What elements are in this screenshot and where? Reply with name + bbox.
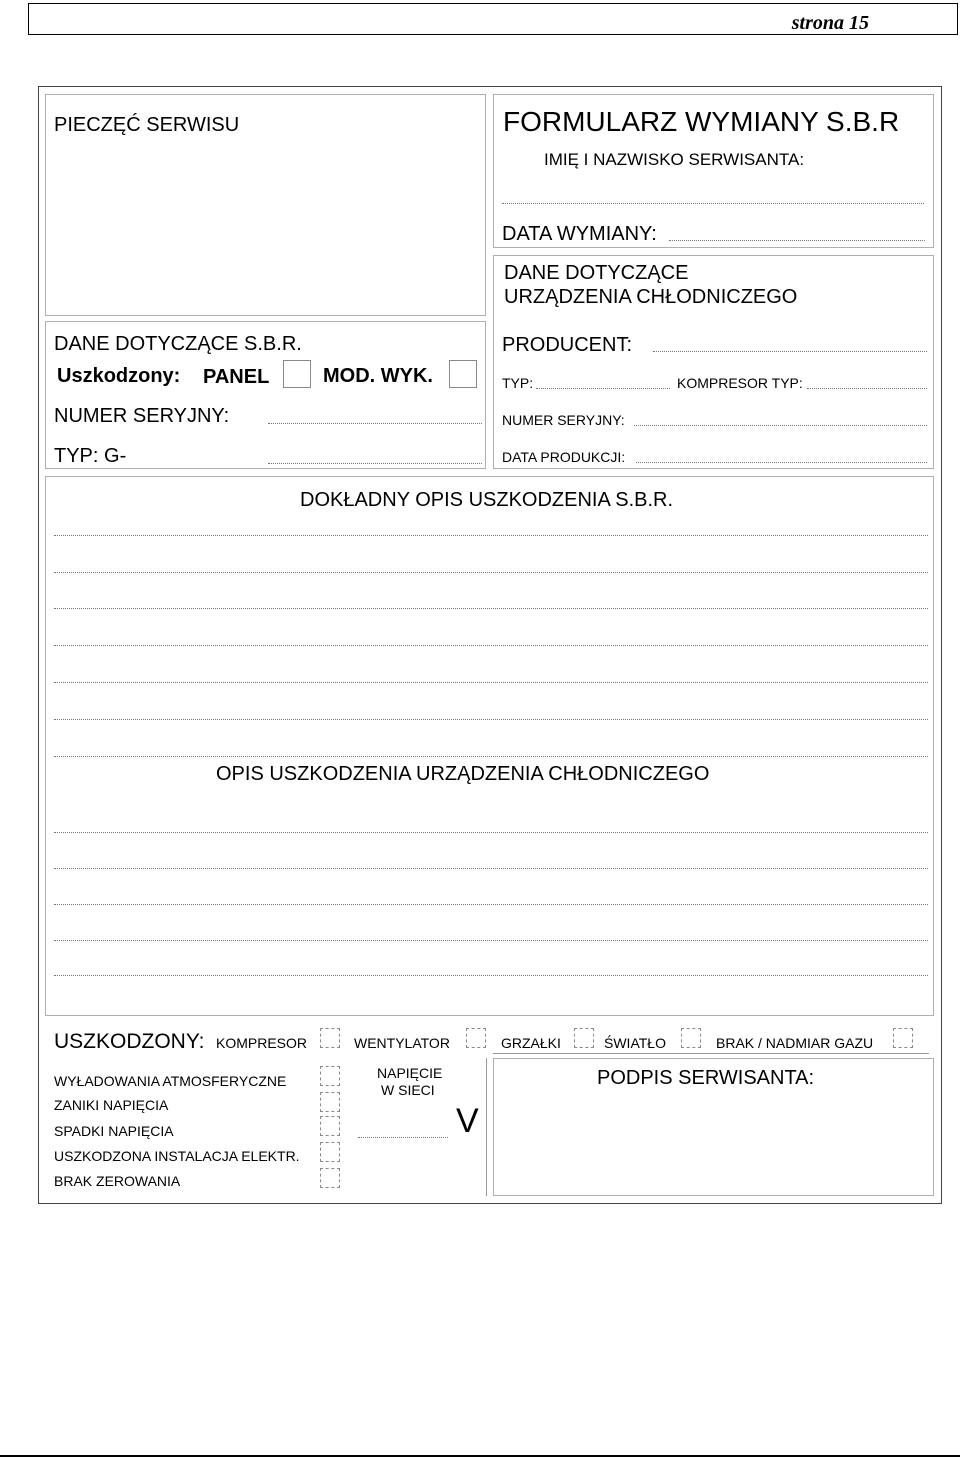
device-serial-label: NUMER SERYJNY: <box>502 412 625 428</box>
sbr-description-line[interactable] <box>54 719 928 720</box>
voltage-label-line2: W SIECI <box>381 1082 435 1098</box>
cause-item: SPADKI NAPIĘCIA <box>54 1123 174 1139</box>
service-stamp-label: PIECZĘĆ SERWISU <box>54 114 240 136</box>
form-title: FORMULARZ WYMIANY S.B.R <box>503 106 900 137</box>
sbr-description-line[interactable] <box>54 645 928 646</box>
service-stamp-box <box>45 94 486 316</box>
page-header <box>28 3 958 35</box>
device-description-line[interactable] <box>54 904 928 905</box>
cause-item: ZANIKI NAPIĘCIA <box>54 1097 169 1113</box>
gas-checkbox[interactable] <box>893 1028 913 1048</box>
mod-label: MOD. WYK. <box>323 365 433 387</box>
production-date-field[interactable] <box>636 462 927 463</box>
device-heading-line1: DANE DOTYCZĄCE <box>504 262 689 284</box>
cause-checkbox[interactable] <box>320 1066 340 1086</box>
compressor-type-label: KOMPRESOR TYP: <box>677 375 803 391</box>
cause-item: USZKODZONA INSTALACJA ELEKTR. <box>54 1148 300 1164</box>
voltage-field[interactable] <box>358 1137 448 1138</box>
bottom-rule <box>0 1455 960 1457</box>
voltage-unit: V <box>456 1102 479 1140</box>
cause-checkbox[interactable] <box>320 1116 340 1136</box>
sbr-type-label: TYP: G- <box>54 445 127 467</box>
signature-label: PODPIS SERWISANTA: <box>597 1067 815 1089</box>
damaged-item-gas: BRAK / NADMIAR GAZU <box>716 1035 874 1051</box>
sbr-description-line[interactable] <box>54 535 928 536</box>
device-heading-line2: URZĄDZENIA CHŁODNICZEGO <box>504 286 798 308</box>
technician-label: IMIĘ I NAZWISKO SERWISANTA: <box>544 150 805 169</box>
sbr-description-heading: DOKŁADNY OPIS USZKODZENIA S.B.R. <box>300 489 674 511</box>
cause-item: WYŁADOWANIA ATMOSFERYCZNE <box>54 1073 287 1089</box>
sbr-description-line[interactable] <box>54 608 928 609</box>
mod-checkbox[interactable] <box>449 360 477 388</box>
damaged-row-underline <box>493 1053 929 1054</box>
damaged-item-compressor: KOMPRESOR <box>216 1035 308 1051</box>
signature-box <box>493 1058 934 1196</box>
device-data-box <box>493 255 934 469</box>
device-description-line[interactable] <box>54 940 928 941</box>
voltage-divider <box>486 1058 487 1196</box>
sbr-heading: DANE DOTYCZĄCE S.B.R. <box>54 333 302 355</box>
damaged-label: Uszkodzony: <box>57 365 181 387</box>
sbr-description-line[interactable] <box>54 682 928 683</box>
damaged-item-fan: WENTYLATOR <box>354 1035 450 1051</box>
sbr-serial-label: NUMER SERYJNY: <box>54 405 230 427</box>
damaged-item-heaters: GRZAŁKI <box>501 1035 561 1051</box>
device-description-line[interactable] <box>54 975 928 976</box>
sbr-serial-field[interactable] <box>268 423 482 424</box>
device-description-line[interactable] <box>54 868 928 869</box>
device-serial-field[interactable] <box>634 425 927 426</box>
sbr-data-box <box>45 321 486 469</box>
sbr-description-line[interactable] <box>54 756 928 757</box>
description-box <box>45 476 934 1016</box>
sbr-type-field[interactable] <box>268 463 482 464</box>
technician-field[interactable] <box>502 203 924 204</box>
voltage-label-line1: NAPIĘCIE <box>377 1065 443 1081</box>
damaged-item-light: ŚWIATŁO <box>604 1035 666 1051</box>
panel-checkbox[interactable] <box>283 360 311 388</box>
device-description-line[interactable] <box>54 832 928 833</box>
producer-label: PRODUCENT: <box>502 334 633 356</box>
device-type-field[interactable] <box>536 388 670 389</box>
exchange-date-label: DATA WYMIANY: <box>502 223 657 245</box>
fan-checkbox[interactable] <box>466 1028 486 1048</box>
form-title-box <box>493 94 934 248</box>
heaters-checkbox[interactable] <box>574 1028 594 1048</box>
cause-checkbox[interactable] <box>320 1168 340 1188</box>
exchange-date-field[interactable] <box>669 240 925 241</box>
page-number: strona 15 <box>791 12 869 34</box>
production-date-label: DATA PRODUKCJI: <box>502 449 626 465</box>
panel-label: PANEL <box>203 366 270 388</box>
device-type-label: TYP: <box>502 375 534 391</box>
light-checkbox[interactable] <box>681 1028 701 1048</box>
cause-item: BRAK ZEROWANIA <box>54 1173 181 1189</box>
producer-field[interactable] <box>653 351 927 352</box>
damaged-components-label: USZKODZONY: <box>54 1030 205 1053</box>
cause-checkbox[interactable] <box>320 1142 340 1162</box>
device-description-heading: OPIS USZKODZENIA URZĄDZENIA CHŁODNICZEGO <box>216 763 710 785</box>
sbr-description-line[interactable] <box>54 572 928 573</box>
compressor-checkbox[interactable] <box>320 1028 340 1048</box>
cause-checkbox[interactable] <box>320 1092 340 1112</box>
compressor-type-field[interactable] <box>807 388 927 389</box>
